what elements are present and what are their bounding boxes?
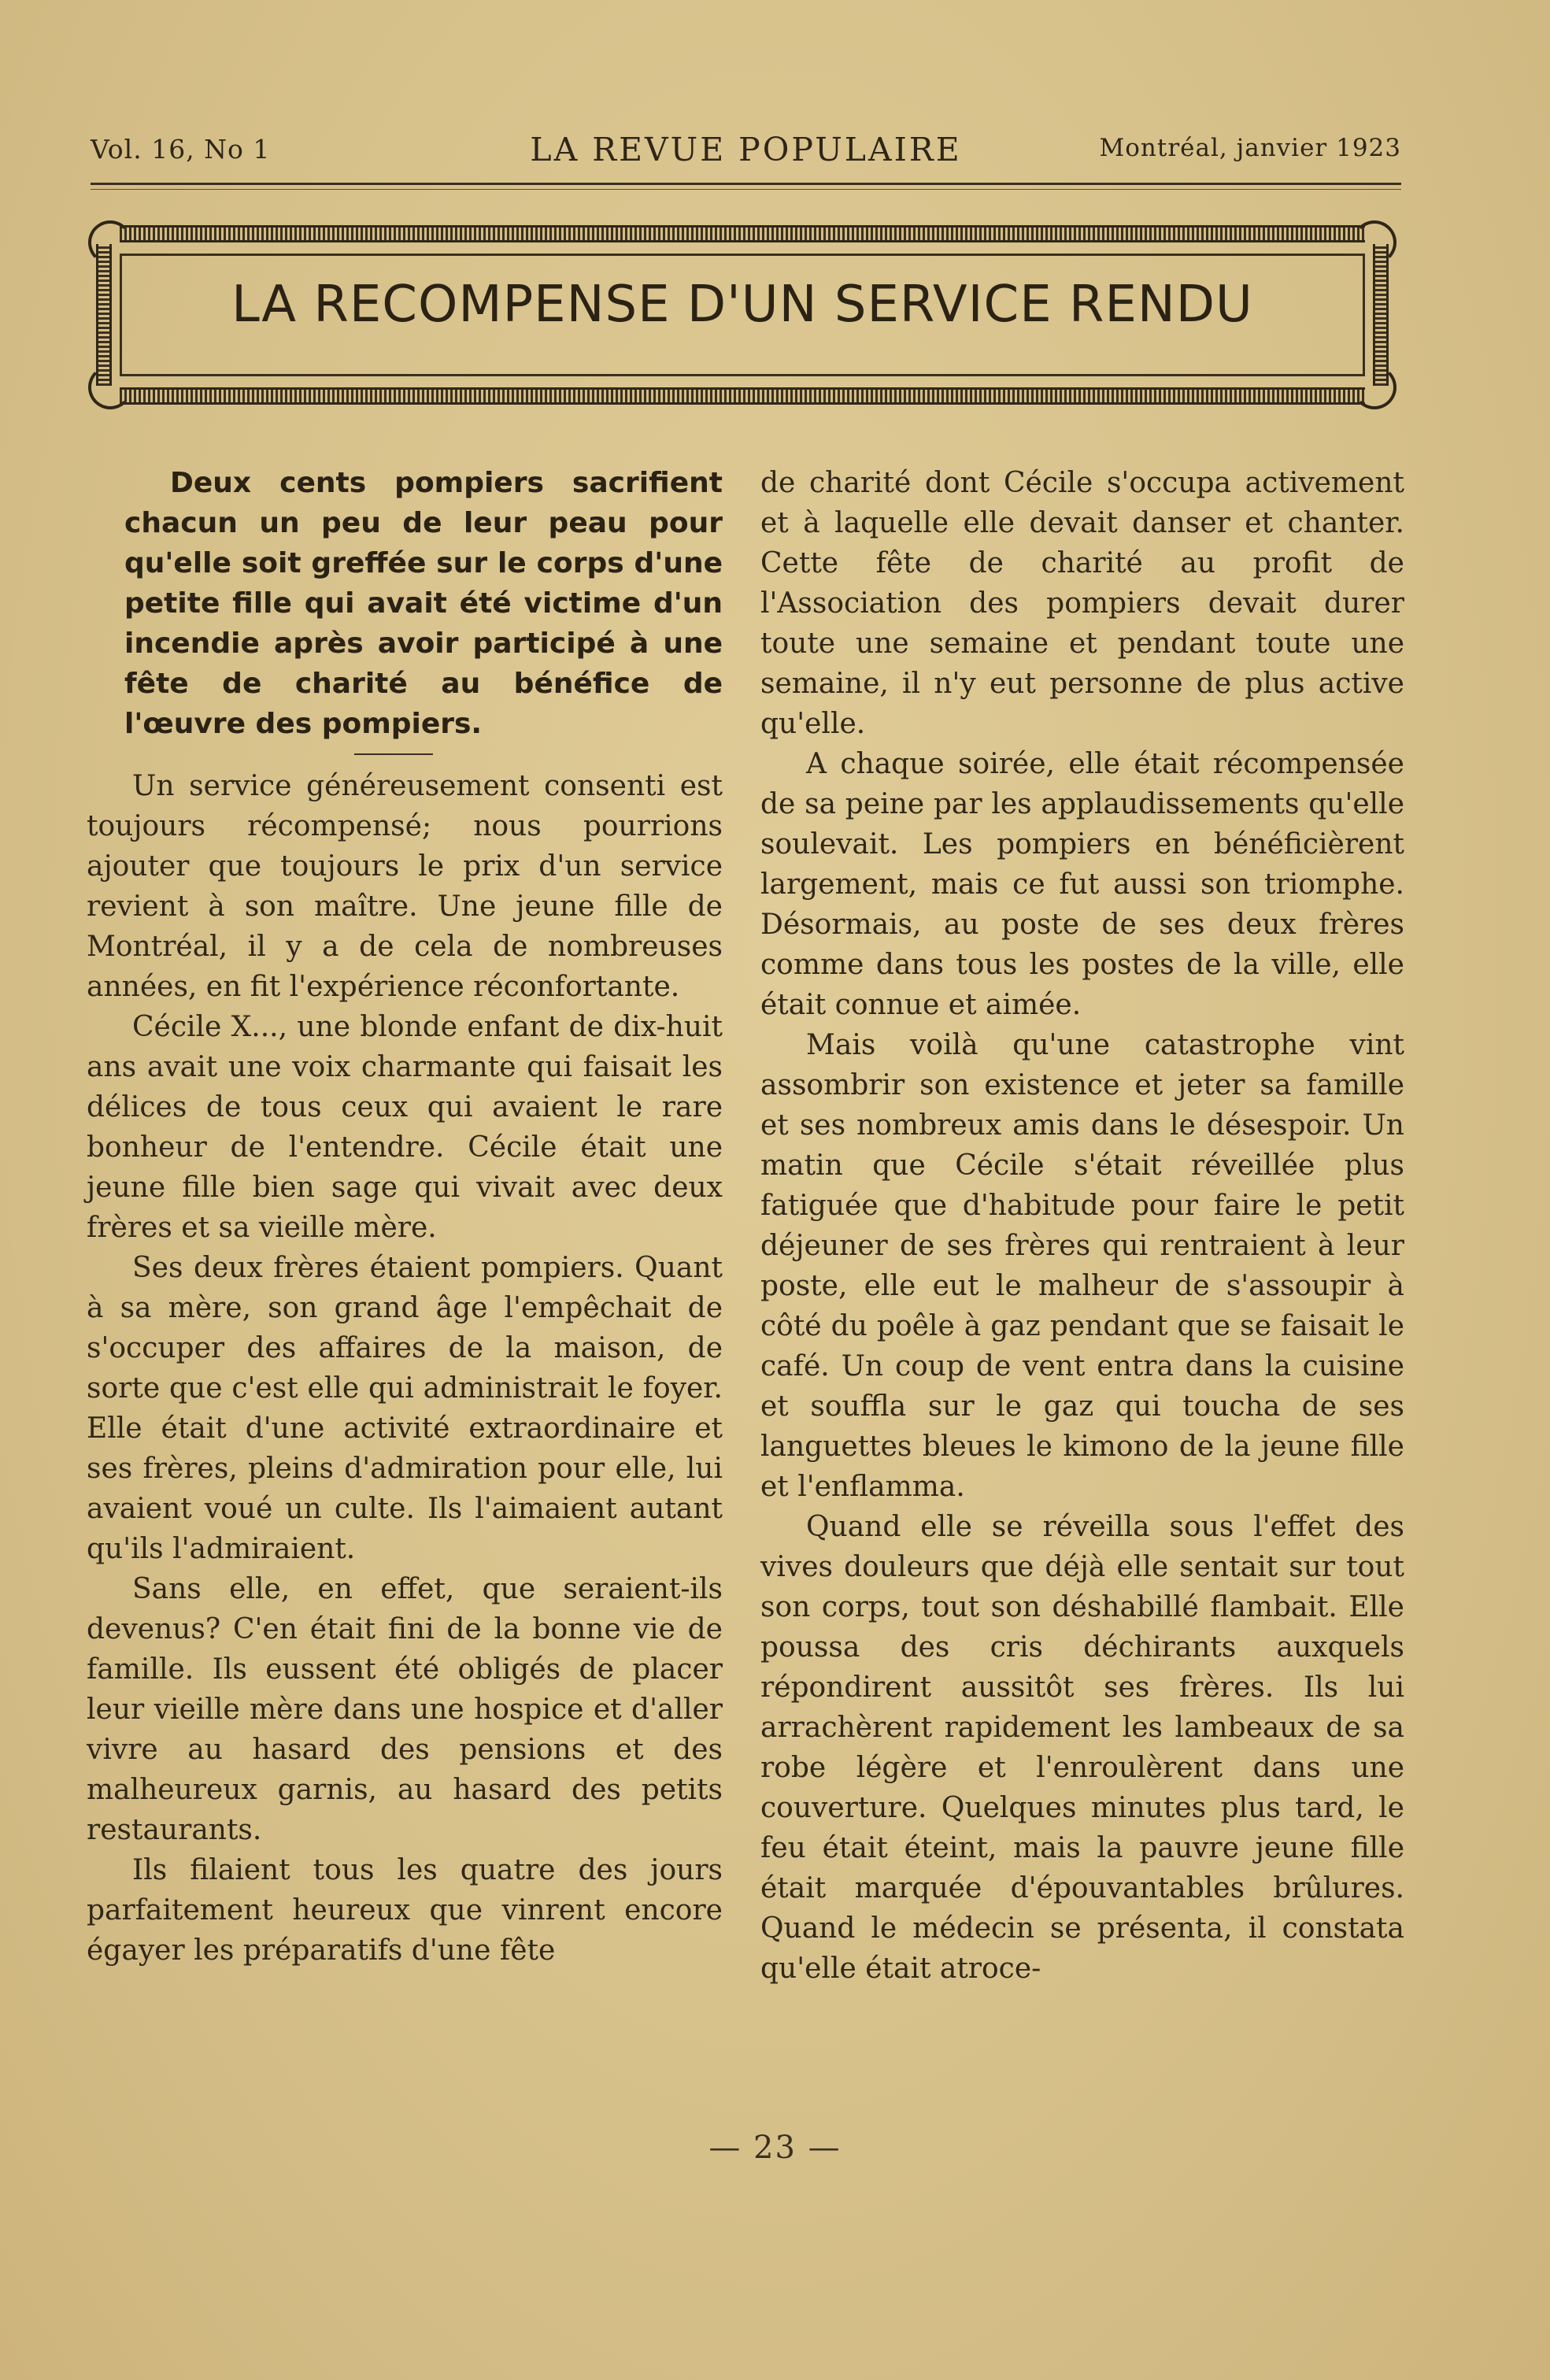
article-title: LA RECOMPENSE D'UN SERVICE RENDU <box>231 276 1253 334</box>
paragraph: A chaque soirée, elle était récompensée de sa peine par les applaudissements qu'elle soulevait. Les pompiers en bénéficièrent largement, mais ce fut aussi son triomphe. Désormais, au poste de ses deux frères comme dans tous les postes de la ville, elle était connue et aimée. <box>760 748 1404 1021</box>
paragraph-continuation: de charité dont Cécile s'occupa activement et à laquelle elle devait danser et chanter. Cette fête de charité au profit de l'Association des pompiers devait durer toute une semaine et pendant toute une semaine, il n'y eut personne de plus active qu'elle. <box>760 467 1404 740</box>
left-column <box>87 463 723 1971</box>
paragraph: Sans elle, en effet, que seraient-ils devenus? C'en était fini de la bonne vie de famille. Ils eussent été obligés de placer leur vieille mère dans une hospice et d'aller vivre au hasard des pensions et des malheureux garnis, au hasard des petits restaurants. <box>87 1573 723 1846</box>
corner-ornament <box>1352 220 1396 265</box>
paragraph: Mais voilà qu'une catastrophe vint assombrir son existence et jeter sa famille et ses nombreux amis dans le désespoir. Un matin que Cécile s'était réveillée plus fatiguée que d'habitude pour faire le petit déjeuner de ses frères qui rentraient à leur poste, elle eut le malheur de s'assoupir à côté du poêle à gaz pendant que se faisait le café. Un coup de vent entra dans la cuisine et souffla sur le gaz qui toucha de ses languettes bleues le kimono de la jeune fille et l'enflamma. <box>760 1029 1404 1503</box>
header-rule-thin <box>91 189 1401 190</box>
lead-separator <box>354 753 433 755</box>
frame-border-top <box>120 225 1365 242</box>
frame-border-bottom <box>120 387 1365 405</box>
corner-ornament <box>88 365 132 409</box>
paragraph: Un service généreusement consenti est toujours récompensé; nous pourrions ajouter que toujours le prix d'un service revient à son maître. Une jeune fille de Montréal, il y a de cela de nombreuses années, en fit l'expérience réconfortante. <box>87 770 723 1003</box>
volume-number: Vol. 16, No 1 <box>91 134 271 165</box>
paragraph: Quand elle se réveilla sous l'effet des vives douleurs que déjà elle sentait sur tout son corps, tout son déshabillé flambait. Elle poussa des cris déchirants auxquels répondirent aussitôt ses frères. Ils lui arrachèrent rapidement les lambeaux de sa robe légère et l'enroulèrent dans une couverture. Quelques minutes plus tard, le feu était éteint, mais la pauvre jeune fille était marquée d'épouvantables brûlures. Quand le médecin se présenta, il constata qu'elle était atroce- <box>760 1511 1404 1985</box>
right-column <box>760 463 1404 1989</box>
corner-ornament <box>88 220 132 265</box>
paragraph: Ses deux frères étaient pompiers. Quant à sa mère, son grand âge l'empêchait de s'occuper des affaires de la maison, de sorte que c'est elle qui administrait le foyer. Elle était d'une activité extraordinaire et ses frères, pleins d'admiration pour elle, lui avaient voué un culte. Ils l'aimaient autant qu'ils l'admiraient. <box>87 1252 723 1565</box>
issue-date: Montréal, janvier 1923 <box>1099 134 1401 162</box>
header-rule <box>91 183 1401 185</box>
magazine-title: LA REVUE POPULAIRE <box>530 131 962 168</box>
article-lead: Deux cents pompiers sacrifient chacun un peu de leur peau pour qu'elle soit greffée sur le corps d'une petite fille qui avait été victime d'un incendie après avoir participé à une fête de charité au bénéfice de l'œuvre des pompiers. <box>124 467 723 740</box>
page-number: — 23 — <box>708 2130 842 2166</box>
paragraph: Cécile X..., une blonde enfant de dix-huit ans avait une voix charmante qui faisait les délices de tous ceux qui avaient le rare bonheur de l'entendre. Cécile était une jeune fille bien sage qui vivait avec deux frères et sa vieille mère. <box>87 1011 723 1244</box>
corner-ornament <box>1352 365 1396 409</box>
paragraph: Ils filaient tous les quatre des jours parfaitement heureux que vinrent encore égayer les préparatifs d'une fête <box>87 1854 723 1967</box>
running-header <box>91 131 1401 181</box>
title-frame <box>88 220 1396 409</box>
